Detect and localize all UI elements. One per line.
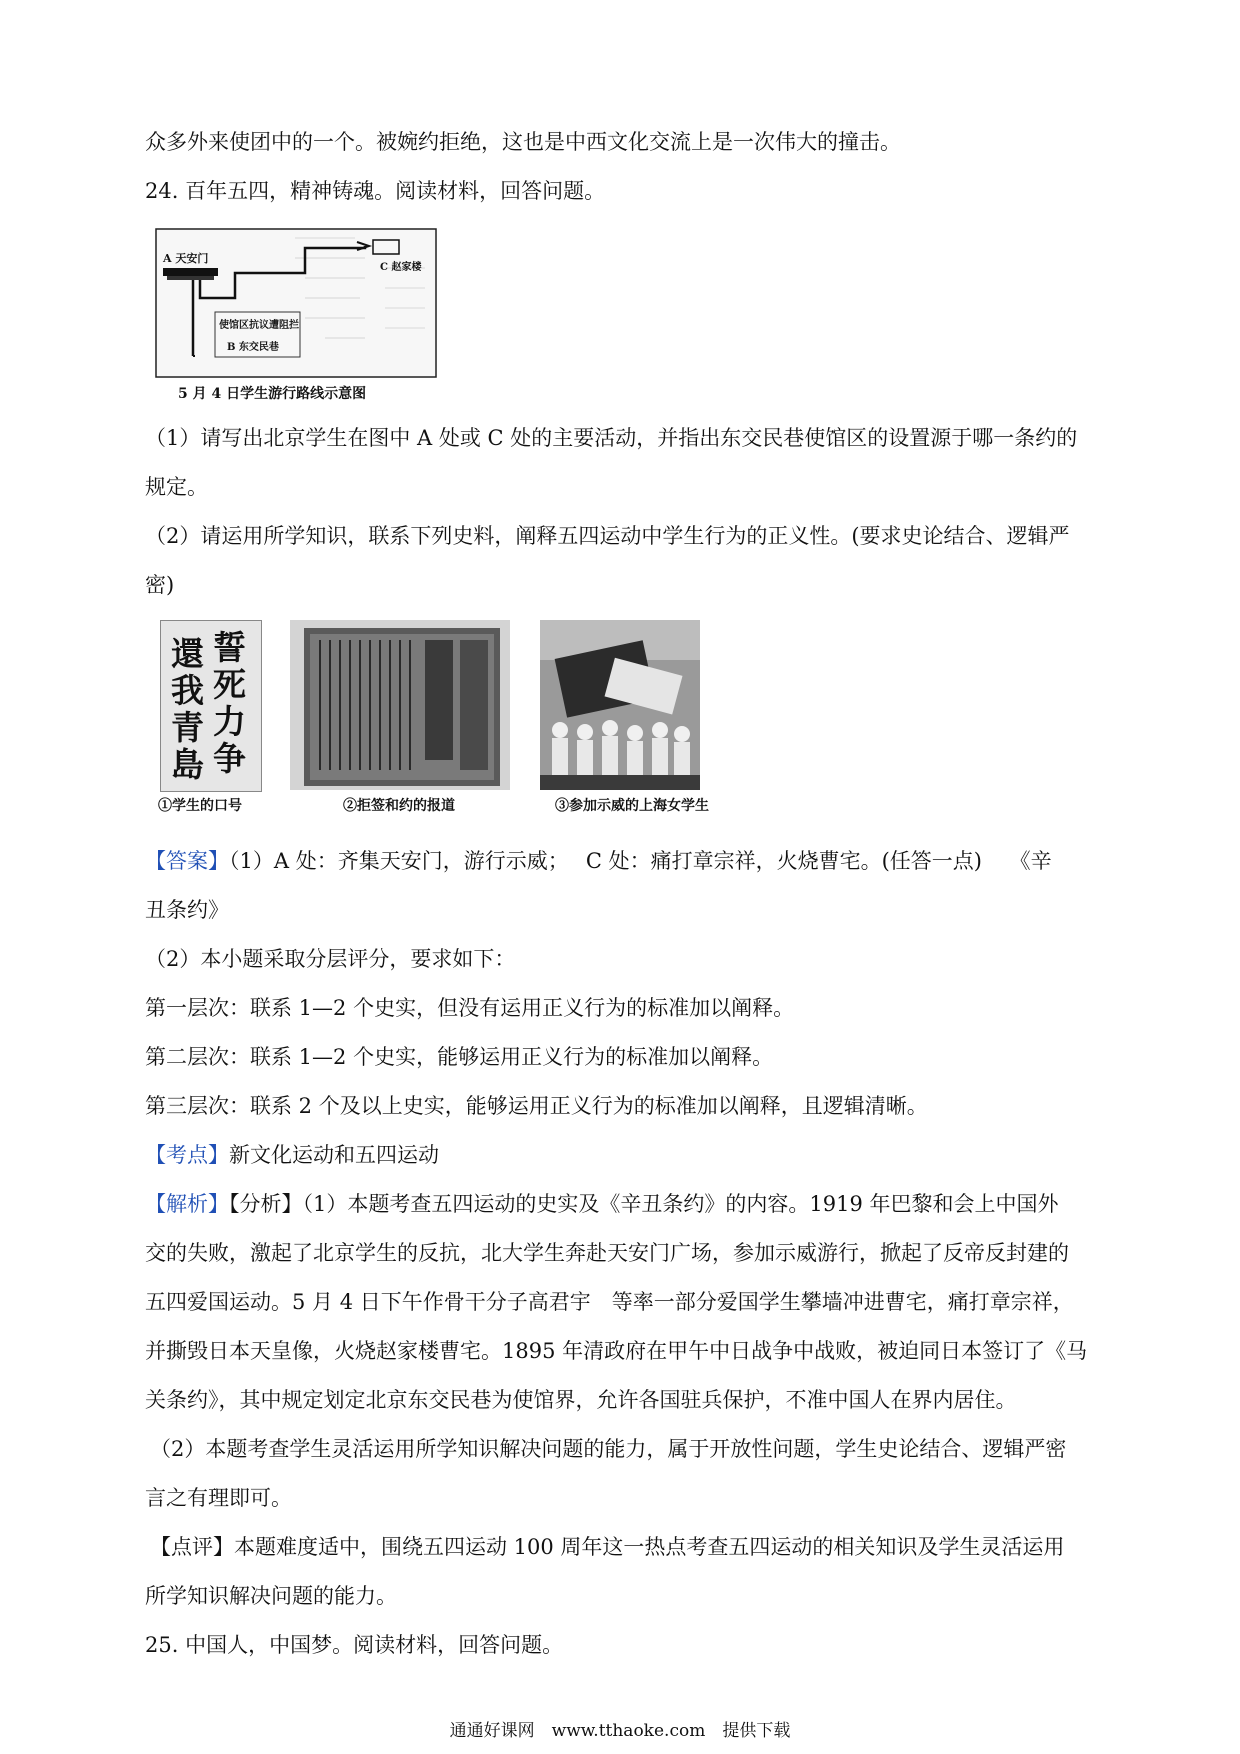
text-line-1: 众多外来使团中的一个。被婉约拒绝，这也是中西文化交流上是一次伟大的撞击。 [145,130,901,154]
question-24-part2-line2: 密) [145,573,175,597]
jiexi-line-6: （2）本题考查学生灵活运用所学知识解决问题的能力，属于开放性问题，学生史论结合、逻辑严密 [150,1437,1067,1461]
kaodian-line [145,1140,1105,1170]
students-svg [540,620,700,790]
question-25-title: 25. 中国人，中国梦。阅读材料，回答问题。 [145,1633,564,1657]
answer-level-2: 第二层次：联系 1—2 个史实，能够运用正义行为的标准加以阐释。 [145,1045,774,1069]
students-photo [540,620,700,790]
question-24-part2-line1: （2）请运用所学知识，联系下列史料，阐释五四运动中学生行为的正义性。(要求史论结合、逻辑严 [145,524,1070,548]
answer-level-1: 第一层次：联系 1—2 个史实，但没有运用正义行为的标准加以阐释。 [145,996,795,1020]
map-label-b: B 东交民巷 [227,342,279,353]
slogan-char: 還 [171,634,204,673]
answer-line-2: 丑条约》 [145,898,229,922]
kaodian-text: 新文化运动和五四运动 [229,1143,439,1167]
jiexi-line-3: 五四爱国运动。5 月 4 日下午作骨干分子高君宇 等率一部分爱国学生攀墙冲进曹宅，痛打章宗祥， [145,1290,1074,1314]
answer-part1: （1）A 处：齐集天安门，游行示威； C 处：痛打章宗祥，火烧曹宅。(任答一点) 《辛 [229,849,1052,873]
answer-level-3: 第三层次：联系 2 个及以上史实，能够运用正义行为的标准加以阐释，且逻辑清晰。 [145,1094,928,1118]
route-map-svg [155,228,437,378]
slogan-char: 死 [213,665,246,704]
dianping-line-2: 所学知识解决问题的能力。 [145,1584,397,1608]
kaodian-tag: 【考点】 [145,1143,229,1167]
slogan-char: 争 [213,739,246,778]
jiexi-line-1 [145,1189,1105,1219]
map-label-c: C 赵家楼 [380,262,422,273]
jiexi-line-5: 关条约》，其中规定划定北京东交民巷为使馆界，允许各国驻兵保护，不准中国人在界内居住。 [145,1388,1017,1412]
jiexi-line-7: 言之有理即可。 [145,1486,292,1510]
slogan-char: 誓 [213,628,246,667]
photo-caption-3: ③参加示威的上海女学生 [555,798,709,814]
jiexi-tag: 【解析】 [145,1192,229,1216]
newspaper-photo [290,620,510,790]
slogan-char: 青 [171,708,204,747]
photo-caption-1: ①学生的口号 [158,798,242,814]
jiexi-text-1: 【分析】（1）本题考查五四运动的史实及《辛丑条约》的内容。1919 年巴黎和会上中国外 [229,1192,1059,1216]
map-label-a: A 天安门 [163,252,209,265]
slogan-char: 島 [171,745,204,784]
page-footer: 通通好课网 www.tthaoke.com 提供下载 [449,1721,791,1741]
answer-tag: 【答案】 [145,849,229,873]
photo-caption-2: ②拒签和约的报道 [343,798,455,814]
jiexi-line-2: 交的失败，激起了北京学生的反抗，北大学生奔赴天安门广场，参加示威游行，掀起了反帝反封建的 [145,1241,1069,1265]
answer-line-3: （2）本小题采取分层评分，要求如下： [145,947,516,971]
map-label-b-top: 使馆区抗议遭阻拦 [219,320,299,331]
question-24-part1-line2: 规定。 [145,475,208,499]
slogan-photo [160,620,262,792]
slogan-char: 我 [171,671,204,710]
newspaper-svg [290,620,510,790]
tiananmen-icon [163,268,218,276]
map-caption: 5 月 4 日学生游行路线示意图 [178,386,367,402]
question-24-part1-line1: （1）请写出北京学生在图中 A 处或 C 处的主要活动，并指出东交民巷使馆区的设置源于哪一条约的 [145,426,1078,450]
slogan-char: 力 [213,702,246,741]
question-24-title: 24. 百年五四，精神铸魂。阅读材料，回答问题。 [145,179,606,203]
dianping-line-1: 【点评】本题难度适中，围绕五四运动 100 周年这一热点考查五四运动的相关知识及学生灵活运用 [150,1535,1065,1559]
jiexi-line-4: 并撕毁日本天皇像，火烧赵家楼曹宅。1895 年清政府在甲午中日战争中战败，被迫同日本签订了《马 [145,1339,1088,1363]
answer-line-1 [145,846,1105,876]
route-map-figure [155,228,437,378]
